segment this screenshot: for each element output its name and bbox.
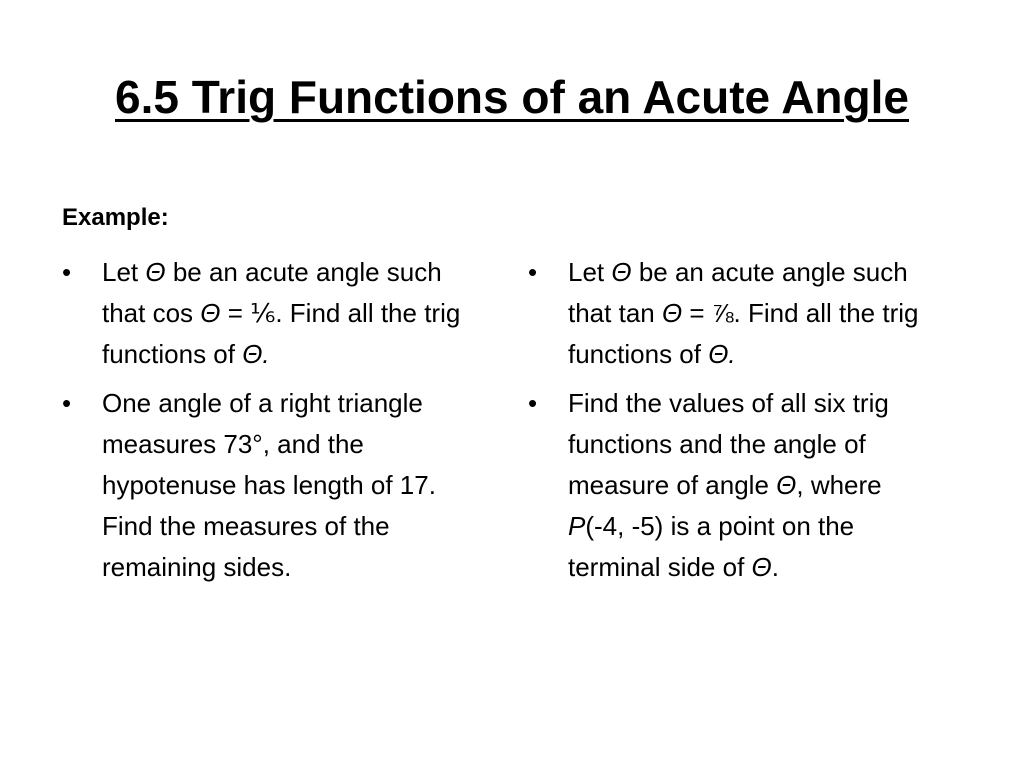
bullet-text: Find the values of all six trig functions and the angle of measure of angle Θ, where P(-4, -5) is a point on the terminal side of Θ. [568, 388, 889, 582]
bullet-icon: • [62, 257, 72, 287]
example-label: Example: [62, 204, 169, 231]
bullet-icon: • [528, 257, 538, 287]
bullet-text: Let Θ be an acute angle such that cos Θ = ⅙. Find all the trig functions of Θ. [102, 257, 461, 369]
bullet-text: Let Θ be an acute angle such that tan Θ = ⅞. Find all the trig functions of Θ. [568, 257, 919, 369]
bullet-item-tan-problem [528, 252, 928, 375]
bullet-icon: • [62, 388, 72, 418]
left-column [62, 252, 462, 596]
bullet-icon: • [528, 388, 538, 418]
bullet-item-point-problem [528, 383, 928, 588]
right-column [528, 252, 928, 596]
bullet-item-triangle-problem [62, 383, 462, 588]
bullet-item-cos-problem [62, 252, 462, 375]
slide-title: 6.5 Trig Functions of an Acute Angle [115, 71, 909, 123]
bullet-text: One angle of a right triangle measures 73°, and the hypotenuse has length of 17. Find the measures of the remaining sides. [102, 388, 436, 582]
